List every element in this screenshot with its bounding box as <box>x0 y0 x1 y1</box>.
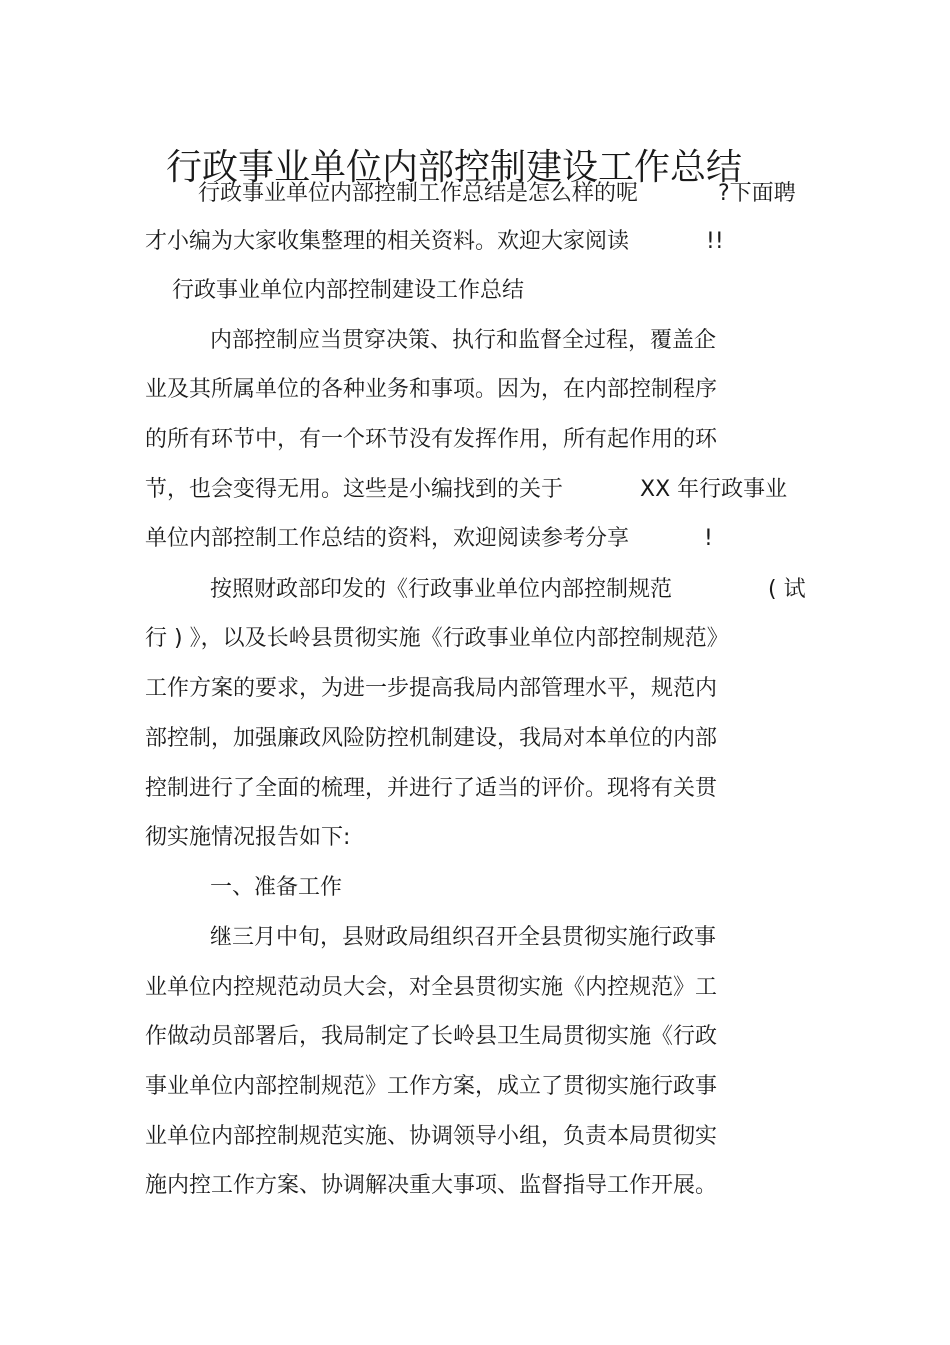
section-heading: 一、准备工作 <box>210 875 343 900</box>
text-line: 才小编为大家收集整理的相关资料。欢迎大家阅读 <box>145 229 630 254</box>
text-line: 行政事业单位内部控制工作总结是怎么样的呢 <box>198 181 639 206</box>
text-line-fragment: !! <box>706 229 724 254</box>
text-line: 工作方案的要求，为进一步提高我局内部管理水平，规范内 <box>145 676 718 701</box>
text-line: 业及其所属单位的各种业务和事项。因为，在内部控制程序 <box>145 377 718 402</box>
text-line: 部控制，加强廉政风险防控机制建设，我局对本单位的内部 <box>145 726 718 751</box>
text-line-fragment: ( 试 <box>768 577 806 602</box>
text-line-fragment: XX 年行政事业 <box>640 477 788 502</box>
text-line: 控制进行了全面的梳理，并进行了适当的评价。现将有关贯 <box>145 776 718 801</box>
text-line: 内部控制应当贯穿决策、执行和监督全过程，覆盖企 <box>210 328 717 353</box>
text-line: 业单位内控规范动员大会，对全县贯彻实施《内控规范》工 <box>145 975 718 1000</box>
text-line: 行 ) 》，以及长岭县贯彻实施《行政事业单位内部控制规范》 <box>145 626 729 651</box>
subheading: 行政事业单位内部控制建设工作总结 <box>172 278 525 303</box>
text-line: 的所有环节中，有一个环节没有发挥作用，所有起作用的环 <box>145 427 718 452</box>
text-line: 事业单位内部控制规范》工作方案，成立了贯彻实施行政事 <box>145 1074 718 1099</box>
text-line: 施内控工作方案、协调解决重大事项、监督指导工作开展。 <box>145 1173 718 1198</box>
text-line: 继三月中旬，县财政局组织召开全县贯彻实施行政事 <box>210 925 717 950</box>
text-line: 节，也会变得无用。这些是小编找到的关于 <box>145 477 564 502</box>
text-line: 按照财政部印发的《行政事业单位内部控制规范 <box>210 577 673 602</box>
text-line: 业单位内部控制规范实施、协调领导小组，负责本局贯彻实 <box>145 1124 718 1149</box>
text-line: 单位内部控制工作总结的资料，欢迎阅读参考分享 <box>145 526 630 551</box>
text-line: 彻实施情况报告如下: <box>145 825 351 850</box>
text-line-fragment: ?下面聘 <box>718 181 796 206</box>
text-line: 作做动员部署后，我局制定了长岭县卫生局贯彻实施《行政 <box>145 1024 718 1049</box>
text-line-fragment: ! <box>704 526 713 551</box>
document-title: 行政事业单位内部控制建设工作总结 <box>166 147 743 189</box>
